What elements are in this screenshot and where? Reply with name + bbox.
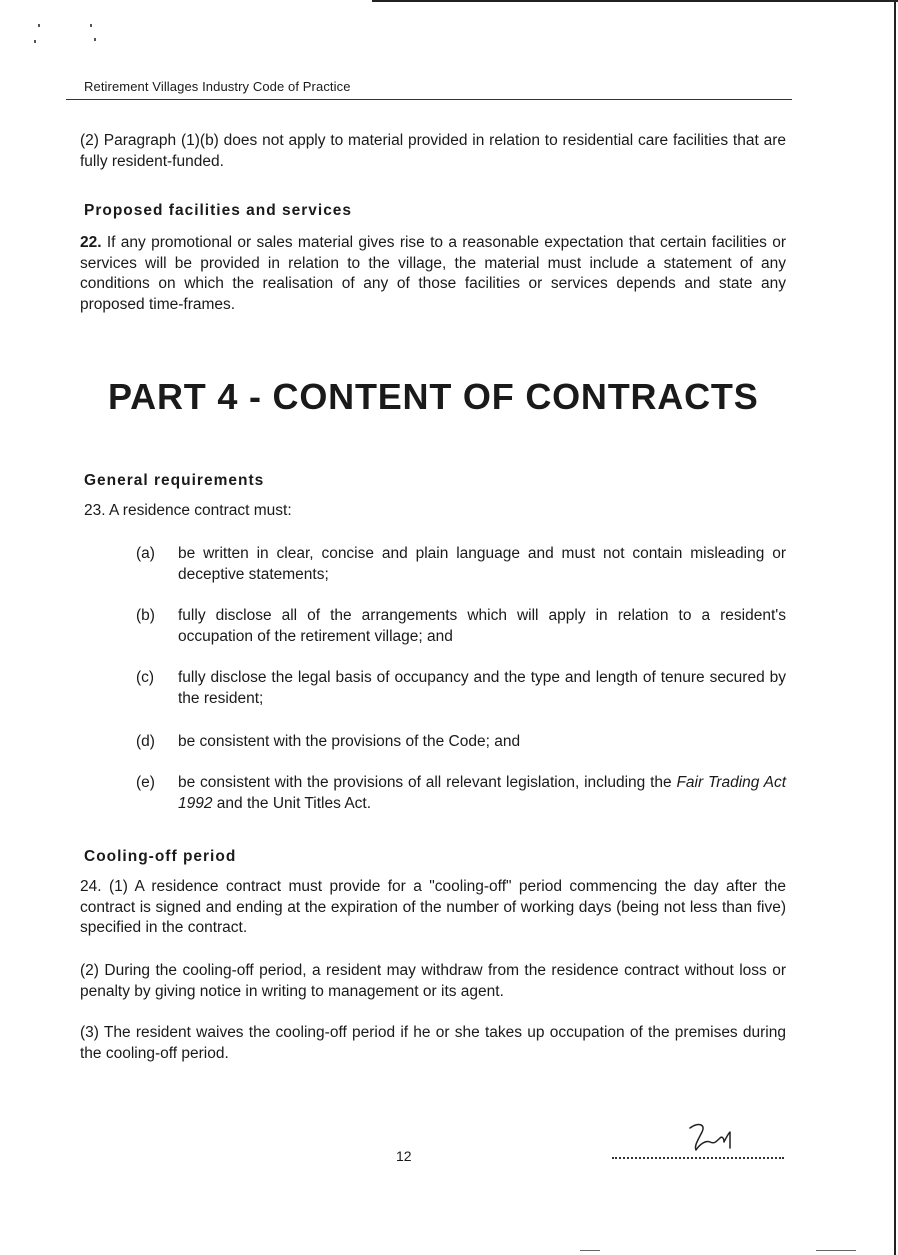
- paragraph-22: [80, 233, 786, 315]
- scan-mark: [38, 24, 40, 27]
- scan-mark: [94, 38, 96, 41]
- signature-line: [612, 1157, 784, 1159]
- list-text: fully disclose all of the arrangements which will apply in relation to a resident's occupation of the retirement village; and: [178, 607, 786, 645]
- page-number: 12: [396, 1148, 412, 1164]
- list-text-before: be consistent with the provisions of all relevant legislation, including the: [178, 774, 672, 791]
- paragraph-21-2: (2) Paragraph (1)(b) does not apply to material provided in relation to residential care facilities that are fully resident-funded.: [80, 132, 786, 170]
- paragraph-22-number: 22.: [80, 234, 102, 251]
- header-rule: [66, 99, 792, 100]
- page-edge-top: [372, 0, 898, 2]
- list-text: fully disclose the legal basis of occupancy and the type and length of tenure secured by the resident;: [178, 669, 786, 707]
- list-marker: (d): [136, 733, 155, 750]
- scan-mark: [580, 1250, 600, 1251]
- paragraph-23-intro: 23. A residence contract must:: [84, 502, 292, 519]
- scan-mark: [816, 1250, 856, 1251]
- page-edge-right: [894, 0, 896, 1255]
- section-heading-cooling-off: Cooling-off period: [84, 848, 237, 865]
- list-text: be consistent with the provisions of the Code; and: [178, 733, 521, 750]
- paragraph-24-3: (3) The resident waives the cooling-off period if he or she takes up occupation of the premises during the cooling-off period.: [80, 1024, 786, 1062]
- act-title-italic: Fair Trading Act 1992: [178, 774, 787, 812]
- scan-mark: [34, 40, 36, 43]
- list-marker: (c): [136, 669, 155, 686]
- paragraph-24-1: 24. (1) A residence contract must provide for a "cooling-off" period commencing the day after the contract is signed and ending at the expiration of the number of working days (being not less than five) specified in the contract.: [80, 878, 786, 936]
- document-header: Retirement Villages Industry Code of Practice: [84, 79, 351, 94]
- list-text-after: and the Unit Titles Act.: [216, 794, 372, 812]
- section-heading-general: General requirements: [84, 472, 265, 489]
- list-text: be written in clear, concise and plain language and must not contain misleading or deceptive statements;: [178, 545, 786, 583]
- signature-initials: [684, 1120, 754, 1154]
- paragraph-22-text: If any promotional or sales material gives rise to a reasonable expectation that certain facilities or services will be provided in relation to the village, the material must include a statement of any conditions on which the realisation of any of those facilities or services depends and state any proposed time-frames.: [80, 234, 786, 313]
- list-text: [178, 773, 786, 814]
- list-marker: (e): [136, 774, 155, 791]
- scan-mark: [90, 24, 92, 27]
- list-marker: (a): [136, 545, 155, 562]
- part-title: PART 4 - CONTENT OF CONTRACTS: [108, 376, 759, 417]
- list-marker: (b): [136, 607, 155, 624]
- section-heading-proposed: Proposed facilities and services: [84, 202, 353, 219]
- paragraph-24-2: (2) During the cooling-off period, a resident may withdraw from the residence contract without loss or penalty by giving notice in writing to management or its agent.: [80, 962, 786, 1000]
